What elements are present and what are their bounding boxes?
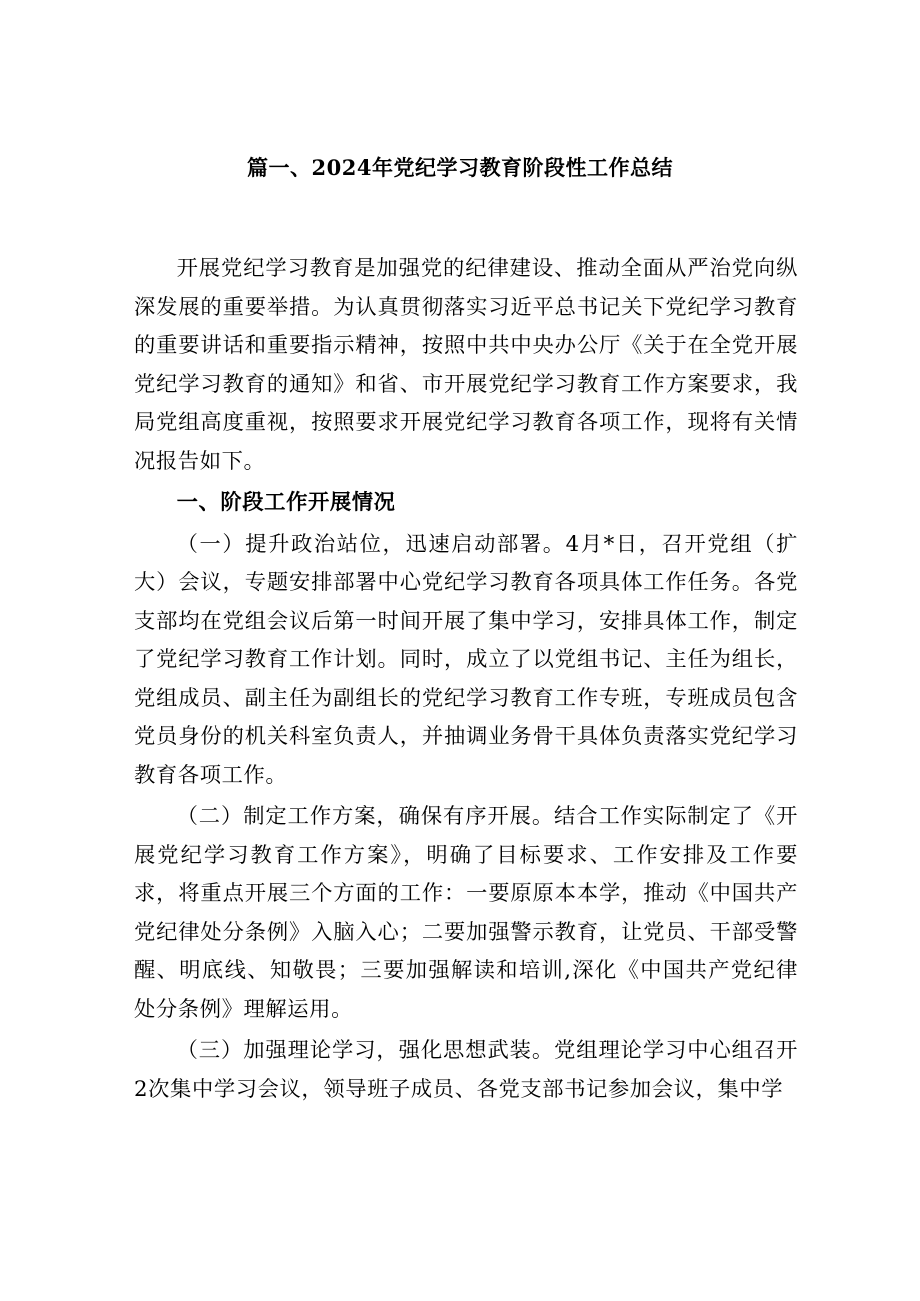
document-title: 篇一、2024年党纪学习教育阶段性工作总结 [247,155,673,180]
intro-paragraph: 开展党纪学习教育是加强党的纪律建设、推动全面从严治党向纵深发展的重要举措。为认真贯彻落实习近平总书记关下党纪学习教育的重要讲话和重要指示精神，按照中共中央办公厅《关于在全党开展党纪学习教育的通知》和省、市开展党纪学习教育工作方案要求，我局党组高度重视，按照要求开展党纪学习教育各项工作，现将有关情况报告如下。 [134,256,798,474]
section-heading: 一、阶段工作开展情况 [176,490,396,515]
document-body [134,250,798,1109]
subsection-paragraph-3: （三）加强理论学习，强化思想武装。党组理论学习中心组召开2次集中学习会议，领导班子成员、各党支部书记参加会议，集中学 [134,1038,798,1102]
subsection-paragraph-2: （二）制定工作方案，确保有序开展。结合工作实际制定了《开展党纪学习教育工作方案》，明确了目标要求、工作安排及工作要求，将重点开展三个方面的工作：一要原原本本学，推动《中国共产党纪律处分条例》入脑入心；二要加强警示教育，让党员、干部受警醒、明底线、知敬畏；三要加强解读和培训,深化《中国共产党纪律处分条例》理解运用。 [134,804,798,1022]
subsection-paragraph-1: （一）提升政治站位，迅速启动部署。4月*日，召开党组（扩大）会议，专题安排部署中心党纪学习教育各项具体工作任务。各党支部均在党组会议后第一时间开展了集中学习，安排具体工作，制定了党纪学习教育工作计划。同时，成立了以党组书记、主任为组长，党组成员、副主任为副组长的党纪学习教育工作专班，专班成员包含党员身份的机关科室负责人，并抽调业务骨干具体负责落实党纪学习教育各项工作。 [134,531,798,788]
